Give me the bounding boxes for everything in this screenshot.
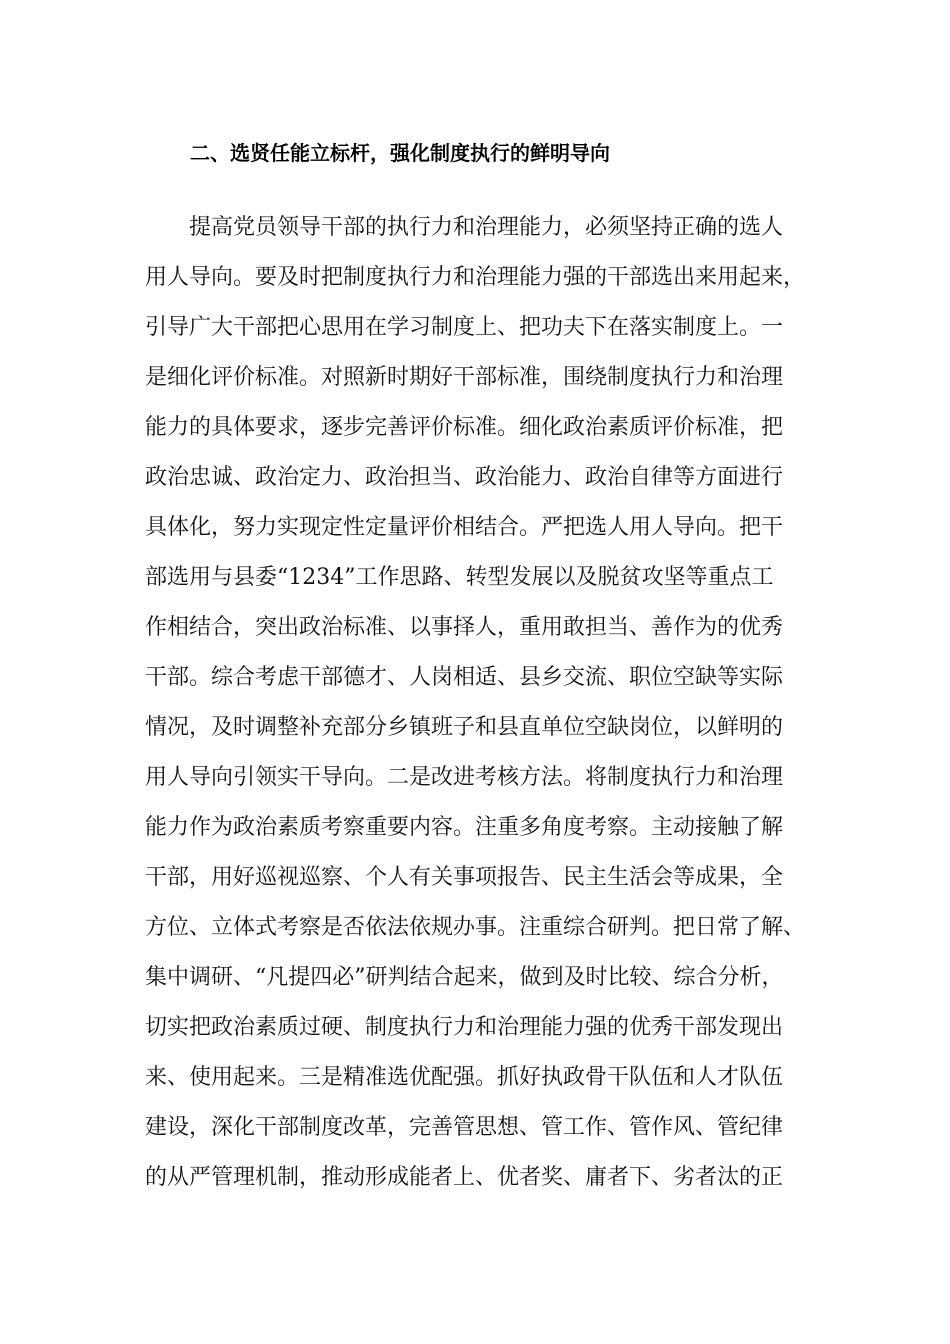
text-line: 提高党员领导干部的执行力和治理能力，必须坚持正确的选人 — [145, 215, 784, 240]
text-line: 用人导向。要及时把制度执行力和治理能力强的干部选出来用起来， — [145, 265, 806, 290]
text-line: 的从严管理机制，推动形成能者上、优者奖、庸者下、劣者汰的正 — [145, 1165, 784, 1190]
text-line: 引导广大干部把心思用在学习制度上、把功夫下在落实制度上。一 — [145, 315, 784, 340]
text-line: 方位、立体式考察是否依法依规办事。注重综合研判。把日常了解、 — [145, 915, 806, 940]
text-line: 干部。综合考虑干部德才、人岗相适、县乡交流、职位空缺等实际 — [145, 665, 784, 690]
text-line: 具体化，努力实现定性定量评价相结合。严把选人用人导向。把干 — [145, 515, 784, 540]
text-line: 是细化评价标准。对照新时期好干部标准，围绕制度执行力和治理 — [145, 365, 784, 390]
text-line: 来、使用起来。三是精准选优配强。抓好执政骨干队伍和人才队伍 — [145, 1065, 784, 1090]
section-heading: 二、选贤任能立标杆，强化制度执行的鲜明导向 — [190, 141, 610, 165]
text-line: 政治忠诚、政治定力、政治担当、政治能力、政治自律等方面进行 — [145, 465, 784, 490]
text-line: 集中调研、“凡提四必”研判结合起来，做到及时比较、综合分析， — [145, 965, 784, 990]
text-line: 干部，用好巡视巡察、个人有关事项报告、民主生活会等成果，全 — [145, 865, 784, 890]
text-line: 切实把政治素质过硬、制度执行力和治理能力强的优秀干部发现出 — [145, 1015, 784, 1040]
text-line: 部选用与县委“1234”工作思路、转型发展以及脱贫攻坚等重点工 — [145, 565, 774, 590]
text-line: 能力作为政治素质考察重要内容。注重多角度考察。主动接触了解 — [145, 815, 784, 840]
text-line: 能力的具体要求，逐步完善评价标准。细化政治素质评价标准，把 — [145, 415, 784, 440]
text-line: 用人导向引领实干导向。二是改进考核方法。将制度执行力和治理 — [145, 765, 784, 790]
text-line: 情况，及时调整补充部分乡镇班子和县直单位空缺岗位，以鲜明的 — [145, 715, 784, 740]
body-paragraph — [145, 203, 825, 1203]
text-line: 建设，深化干部制度改革，完善管思想、管工作、管作风、管纪律 — [145, 1115, 784, 1140]
text-line: 作相结合，突出政治标准、以事择人，重用敢担当、善作为的优秀 — [145, 615, 784, 640]
